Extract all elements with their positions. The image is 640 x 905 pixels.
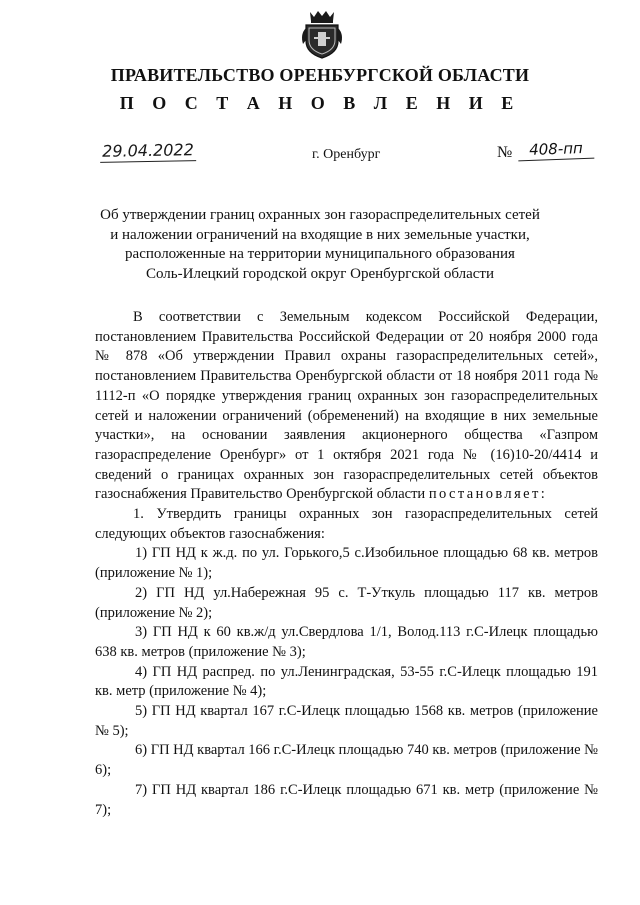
list-item: 3) ГП НД к 60 кв.ж/д ул.Свердлова 1/1, Волод.113 г.С-Илецк площадью 638 кв. метров (приложение № 3); (95, 624, 598, 660)
number-label: № (497, 144, 513, 161)
document-heading (60, 206, 580, 284)
heading-line: расположенные на территории муниципального образования (125, 246, 515, 262)
decree-suffix: : (540, 486, 545, 503)
document-number: 408-пп (518, 138, 595, 162)
decree-word: постановляет (428, 486, 541, 503)
government-title: ПРАВИТЕЛЬСТВО ОРЕНБУРГСКОЙ ОБЛАСТИ (110, 65, 530, 85)
preamble-paragraph (95, 308, 598, 505)
document-date: 29.04.2022 (100, 140, 196, 163)
list-item: 6) ГП НД квартал 166 г.С-Илецк площадью 740 кв. метров (приложение № 6); (95, 742, 598, 779)
heading-line: и наложении ограничений на входящие в них земельные участки, (110, 226, 530, 243)
document-body (95, 308, 598, 820)
coat-of-arms-icon (300, 8, 344, 60)
heading-line: Об утверждении границ охранных зон газораспределительных сетей (100, 207, 540, 223)
document-type: П О С Т А Н О В Л Е Н И Е (119, 93, 521, 113)
heading-line: Соль-Илецкий городской округ Оренбургской области (146, 265, 494, 282)
list-item: 1) ГП НД к ж.д. по ул. Горького,5 с.Изобильное площадью 68 кв. метров (приложение № 1); (95, 545, 598, 582)
list-item: 4) ГП НД распред. по ул.Ленинградская, 53-55 г.С-Илецк площадью 191 кв. метр (приложение № 4); (95, 663, 598, 700)
preamble-text: В соответствии с Земельным кодексом Российской Федерации, постановлением Правительства Российской Федерации от 20 ноября 2000 года № 878 «Об утверждении Правил охраны газораспределительных сетей», постановлением Правительства Оренбургской области от 18 ноября 2011 года № 1112-п «О порядке утверждения границ охранных зон газораспределительных сетей и наложении ограничений (обременений) на входящие в них земельные участки», на основании заявления акционерного общества «Газпром газораспределение Оренбург» от 1 октября 2021 года № (16)10-20/4414 и сведений о границах охранных зон газораспределительных сетей объектов газоснабжения Правительство Оренбургской области (95, 309, 598, 503)
list-item: 2) ГП НД ул.Набережная 95 с. Т-Уткуль площадью 117 кв. метров (приложение № 2); (95, 584, 598, 621)
list-item: 5) ГП НД квартал 167 г.С-Илецк площадью 1568 кв. метров (приложение № 5); (95, 703, 598, 739)
list-item: 7) ГП НД квартал 186 г.С-Илецк площадью 671 кв. метр (приложение № 7); (95, 781, 598, 818)
document-city: г. Оренбург (312, 147, 381, 162)
clause-1: 1. Утвердить границы охранных зон газораспределительных сетей следующих объектов газоснабжения: (95, 506, 598, 542)
